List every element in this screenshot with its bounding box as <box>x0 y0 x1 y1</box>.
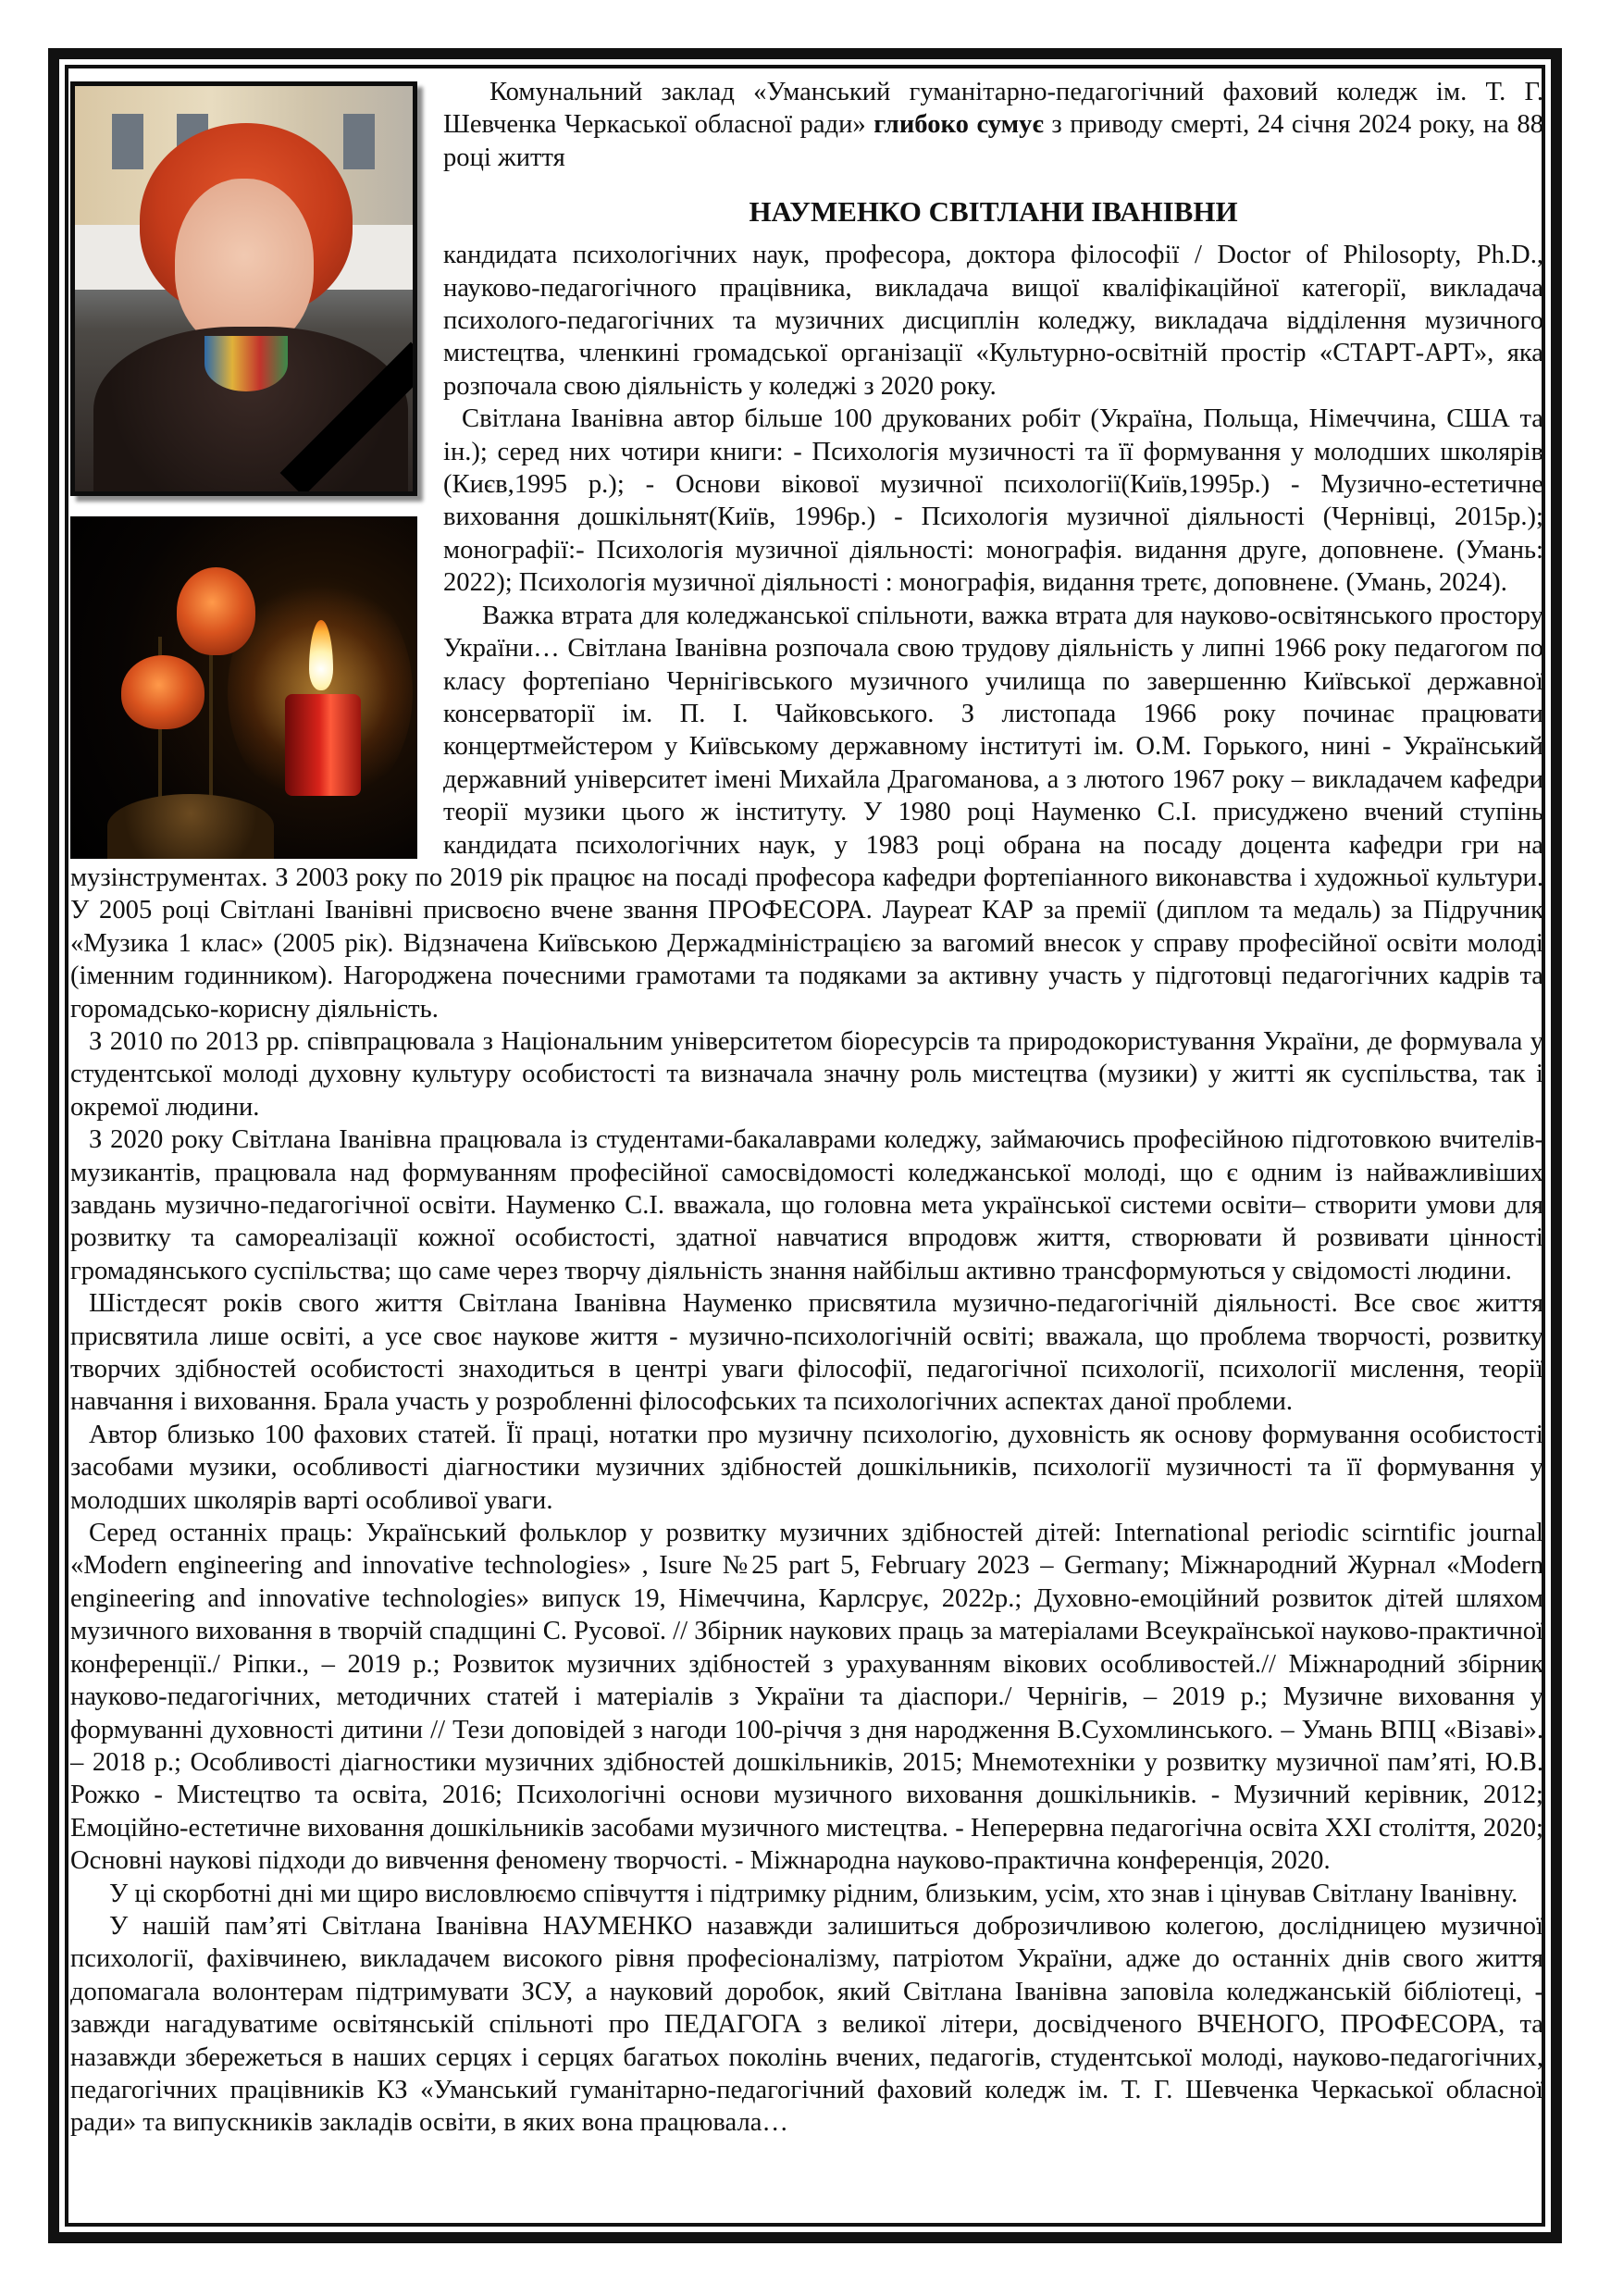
candle-roses-photo <box>70 516 417 859</box>
articles-paragraph: Автор близько 100 фахових статей. Її праці, нотатки про музичну психологію, духовність як основу формування особистості засобами музики, особливості діагностики музичних здібностей дошкільників, психології музичності та її формування у молодших школярів варті особливої уваги. <box>70 1420 1543 1515</box>
intro-text: Комунальний заклад «Уманський гуманітарно-педагогічний фаховий коледж ім. Т. Г. Шевченка Черкаської обласної ради» глибоко сумує з приводу смерті, 24 січня 2024 року, на 88 році життя <box>443 78 1544 172</box>
condolence-paragraph: У ці скорботні дні ми щиро висловлюємо співчуття і підтримку рідним, близьким, усім, хто знав і цінував Світлану Іванівну. <box>109 1879 1518 1908</box>
recent-works-paragraph: Серед останніх праць: Український фольклор у розвитку музичних здібностей дітей: International periodic scirntific journal «Modern engineering and innovative technologies» , Isure №25 part 5, February 2023 – Germany; Міжнародний Журнал «Modern engineering and innovative technologies» випуск 19, Німеччина, Карлсрує, 2022р.; Духовно-емоційний розвиток дітей шляхом музичного виховання в творчій спадщині С. Русової. // Збірник наукових праць за матеріалами Всеукраїнської науково-практичної конференції./ Ріпки., – 2019 р.; Розвиток музичних здібностей з урахуванням вікових особливостей.// Міжнародний збірник науково-педагогічних, методичних статей і матеріалів з України та діаспори./ Чернігів, – 2019 р.; Музичне виховання у формуванні духовності дитини // Тези доповідей з нагоди 100-річчя з дня народження В.Сухомлинського. – Умань ВПЦ «Візаві». – 2018 р.; Особливості діагностики музичних здібностей дошкільників, 2015; Мнемотехніки у розвитку музичної пам’яті, Ю.В. Рожко - Мистецтво та освіта, 2016; Психологічні основи музичного виховання дошкільників. - Музичний керівник, 2012; Емоційно-естетичне виховання дошкільників засобами музичного мистецтва. - Неперервна педагогічна освіта XXI століття, 2020; Основні наукові підходи до вивчення феномену творчості. - Міжнародна науково-практична конференція, 2020. <box>70 1519 1543 1876</box>
titles-paragraph: кандидата психологічних наук, професора, доктора філософії / Doctor of Philosopty, Ph.D., науково-педагогічного працівника, викладача вищої кваліфікаційної категорії, викладача психолого-педагогічних та музичних дисциплін коледжу, викладача відділення музичного мистецтва, членкині громадської організації «Культурно-освітній простір «СТАРТ-АРТ», яка розпочала свою діяльність у коледжі з 2020 року. <box>443 241 1543 401</box>
publications-paragraph: Світлана Іванівна автор більше 100 друкованих робіт (Україна, Польща, Німеччина, США та ін.); серед них чотири книги: - Психологія музичності та її формування у молодших школярів (Києв,1995 р.); - Основи вікової музичної психології(Київ,1995р.) - Музично-естетичне виховання дошкільнят(Київ, 1996р.) - Психологія музичної діяльності (Чернівці, 2015р.); монографії:- Психологія музичної діяльності: монографія. видання друге, доповнене. (Умань: 2022); Психологія музичної діяльності : монографія, видання третє, доповнене. (Умань, 2024). <box>443 404 1543 598</box>
career-paragraph: Важка втрата для коледжанської спільноти, важка втрата для науково-освітянського простору України… Світлана Іванівна розпочала свою трудову діяльність у липні 1966 року педагогом по класу фортепіано Чернігівського музичного училища по завершенню Київської державної консерваторії ім. П. І. Чайковського. З листопада 1966 року починає працювати концертмейстером у Київському державному інституті ім. О.М. Горького, нині - Український державний університет імені Михайла Драгоманова, а з лютого 1967 року – викладачем кафедри теорії музики цього ж інституту. У 1980 році Науменко С.І. присуджено вчений ступінь кандидата психологічних наук, у 1983 році обрана на посаду доцента кафедри гри на музінструментах. З 2003 року по 2019 рік працює на посаді професора кафедри фортепіанного виконавства і художньої культури. У 2005 році Світлані Іванівні присвоєно вчене звання ПРОФЕСОРА. Лауреат КАР за премії (диплом та медаль) за Підручник «Музика 1 клас» (2005 рік). Відзначена Київською Держадміністрацією за вагомий внесок у справу професійної освіти молоді (іменним годинником). Нагороджена почесними грамотами та подяками за активну участь у підготовці педагогічних кадрів та горомадсько-корисну діяльність. <box>70 601 1543 1024</box>
candle-icon <box>285 694 361 796</box>
deceased-name-title: НАУМЕНКО СВІТЛАНИ ІВАНІВНИ <box>749 195 1238 229</box>
memory-paragraph: У нашій пам’яті Світлана Іванівна НАУМЕНКО назавжди залишиться доброзичливою колегою, дослідницею музичної психології, фахівчинею, викладачем високого рівня професіоналізму, патріотом України, адже до останніх днів свого життя допомагала волонтерам підтримувати ЗСУ, а науковий доробок, який Світлана Іванівна заповіла коледжанській бібліотеці, - завжди нагадуватиме освітянській спільноті про ПЕДАГОГА з великої літери, досвідченого ВЧЕНОГО, ПРОФЕСОРА, та назавжди збережеться в наших серцях і серцях багатьох поколінь вчених, педагогів, студентської молоді, науково-педагогічних, педагогічних працівників КЗ «Уманський гуманітарно-педагогічний фаховий коледж ім. Т. Г. Шевченка Черкаської обласної ради» та випускників закладів освіти, в яких вона працювала… <box>70 1911 1543 2138</box>
dedication-paragraph: Шістдесят років свого життя Світлана Іванівна Науменко присвятила музично-педагогічній діяльності. Все своє життя присвятила лише освіті, а усе своє наукове життя - музично-психологічній освіті; вважала, що проблема творчості, розвитку творчих здібностей особистості знаходиться в центрі уваги філософії, педагогічної психології, психології мислення, теорії навчання і виховання. Брала участь у розробленні філософських та психологічних аспектах даної проблеми. <box>70 1289 1543 1417</box>
cooperation-paragraph: З 2010 по 2013 рр. співпрацювала з Національним університетом біоресурсів та природокористування України, де формувала у студентської молоді духовну культуру особистості та визначала значну роль мистецтва (музики) у житті як суспільства, так і окремої людини. <box>70 1026 1543 1122</box>
college-work-paragraph: З 2020 року Світлана Іванівна працювала із студентами-бакалаврами коледжу, займаючись професійною підготовкою вчителів-музикантів, працювала над формуванням професійної самосвідомості коледжанської молоді, що є одним із найважливіших завдань музично-педагогічної освіти. Науменко С.І. вважала, що головна мета української системи освіти– створити умови для розвитку та самореалізації кожної особистості, здатної навчатися впродовж життя, створювати й розвивати цінності громадянського суспільства; що саме через творчу діяльність знання найбільш активно трансформуються у свідомості людини. <box>70 1125 1543 1285</box>
rose-icon <box>121 655 204 729</box>
obituary-content <box>70 76 1543 2223</box>
portrait-photo <box>70 81 417 496</box>
photo-column <box>70 81 417 859</box>
rose-icon <box>177 567 255 655</box>
